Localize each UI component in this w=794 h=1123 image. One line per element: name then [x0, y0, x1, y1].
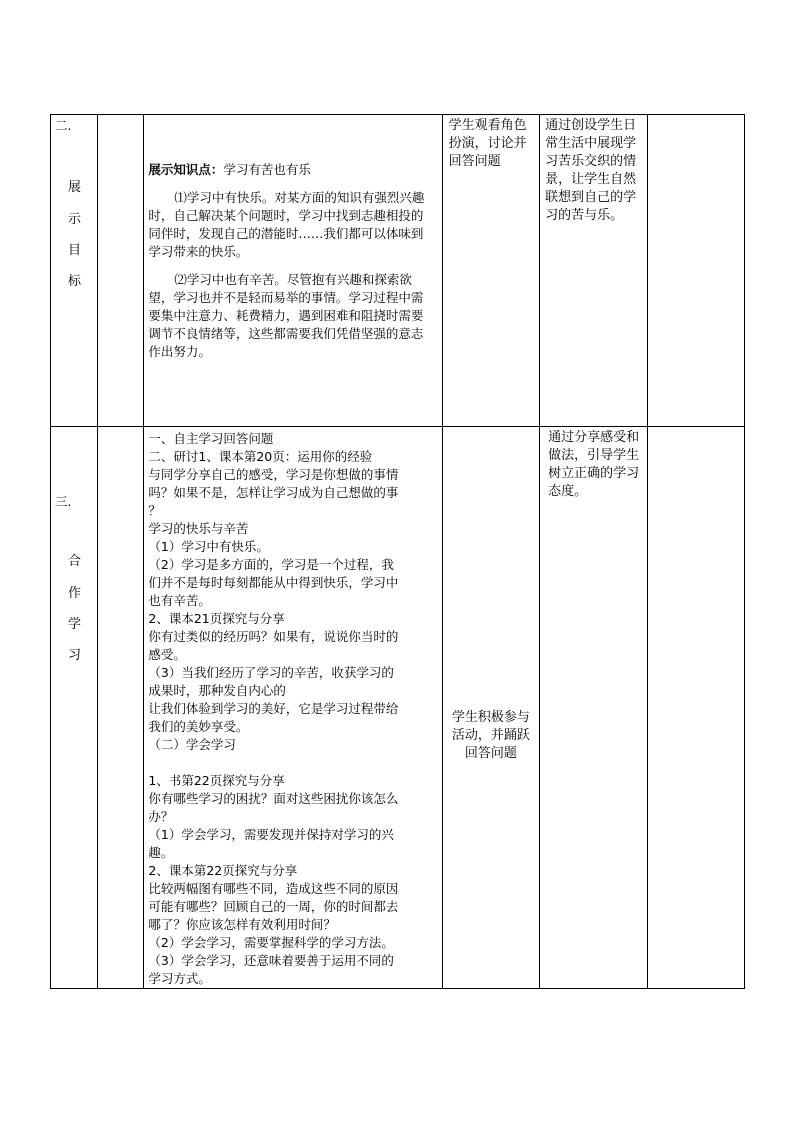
- content-line: （二）学会学习: [148, 737, 236, 752]
- content-lines: [144, 427, 441, 988]
- lesson-plan-table: [50, 114, 745, 989]
- content-line: 一、自主学习回答问题: [148, 431, 274, 446]
- stage-char: 作: [67, 586, 81, 601]
- empty-cell: [98, 115, 144, 427]
- paragraph: ⑴学习中有快乐。对某方面的知识有强烈兴趣时，自己解决某个问题时，学习中找到志趣相投的同伴时，发现自己的潜能时……我们都可以体味到学习带来的快乐。: [148, 190, 425, 259]
- design-intent-text: 通过分享感受和做法，引导学生树立正确的学习态度。: [548, 430, 640, 499]
- stage-char: 示: [67, 212, 81, 227]
- content-line: 让我们体验到学习的美好，它是学习过程带给: [148, 701, 399, 716]
- design-intent-text: 通过创设学生日常生活中展现学习苦乐交织的情景，让学生自然联想到自己的学习的苦与乐。: [545, 118, 637, 223]
- content-line: （3）学会学习，还意味着要善于运用不同的: [148, 953, 394, 968]
- content-line: 哪了？你应该怎样有效利用时间？: [148, 917, 336, 932]
- stage-char: 学: [67, 617, 81, 632]
- stage-char: 合: [67, 554, 81, 569]
- content-line: 你有过类似的经历吗？如果有，说说你当时的: [148, 629, 399, 644]
- content-line: 比较两幅图有哪些不同，造成这些不同的原因: [148, 881, 399, 896]
- design-intent-cell: [540, 115, 647, 427]
- content-line: （2）学习是多方面的，学习是一个过程，我: [148, 557, 394, 572]
- stage-number: 三.: [55, 494, 72, 509]
- content-cell: [144, 115, 442, 427]
- table-row: [51, 115, 745, 427]
- table-row: [51, 427, 745, 989]
- content-line: 办？: [148, 809, 174, 824]
- content-line: 成果时，那种发自内心的: [148, 683, 286, 698]
- content-line: 1、书第22页探究与分享: [148, 773, 285, 788]
- student-activity-cell: [442, 427, 539, 989]
- content-line: （2）学会学习，需要掌握科学的学习方法。: [148, 935, 394, 950]
- stage-char: 习: [67, 648, 81, 663]
- content-line: 可能有哪些？回顾自己的一周，你的时间都去: [148, 899, 399, 914]
- student-activity-cell: [442, 115, 539, 427]
- stage-char: 目: [67, 243, 81, 258]
- empty-cell: [647, 427, 744, 989]
- stage-char: 展: [67, 180, 81, 195]
- content-line: 二、研讨1、课本第20页：运用你的经验: [148, 449, 373, 464]
- content-line: 2、课本21页探究与分享: [148, 611, 285, 626]
- content-line: （1）学会学习，需要发现并保持对学习的兴: [148, 827, 394, 842]
- content-line: 2、课本第22页探究与分享: [148, 863, 298, 878]
- content-line: 学习的快乐与辛苦: [148, 521, 249, 536]
- content-line: 与同学分享自己的感受，学习是你想做的事情: [148, 467, 399, 482]
- stage-number: 二.: [55, 118, 72, 133]
- stage-char: 标: [67, 274, 81, 289]
- empty-cell: [647, 115, 744, 427]
- content-line: 也有辛苦。: [148, 593, 211, 608]
- content-line: （1）学习中有快乐。: [148, 539, 269, 554]
- knowledge-title: 展示知识点：学习有苦也有乐: [148, 162, 311, 177]
- content-line: 感受。: [148, 647, 186, 662]
- empty-cell: [98, 427, 144, 989]
- paragraph: ⑵学习中也有辛苦。尽管抱有兴趣和探索欲望，学习也并不是轻而易举的事情。学习过程中需要集中注意力、耗费精力，遇到困难和阻挠时需要调节不良情绪等，这些都需要我们凭借坚强的意志作出努力。: [148, 272, 424, 359]
- content-line: 趣。: [148, 845, 174, 860]
- student-activity-text: 学生积极参与活动，并踊跃回答问题: [451, 710, 530, 761]
- blank-line: [148, 754, 437, 772]
- content-line: （3）当我们经历了学习的辛苦，收获学习的: [148, 665, 394, 680]
- student-activity-text: 学生观看角色扮演，讨论并回答问题: [448, 118, 527, 169]
- content-line: 你有哪些学习的困扰？面对这些困扰你该怎么: [148, 791, 399, 806]
- design-intent-cell: [540, 427, 647, 989]
- content-cell: [144, 427, 442, 989]
- content-line: 学习方式。: [148, 971, 211, 986]
- stage-cell: [51, 115, 98, 427]
- content-line: 我们的美妙享受。: [148, 719, 249, 734]
- content-line: ？: [148, 503, 161, 518]
- stage-cell: [51, 427, 98, 989]
- content-line: 们并不是每时每刻都能从中得到快乐，学习中: [148, 575, 399, 590]
- content-line: 吗？如果不是，怎样让学习成为自己想做的事: [148, 485, 399, 500]
